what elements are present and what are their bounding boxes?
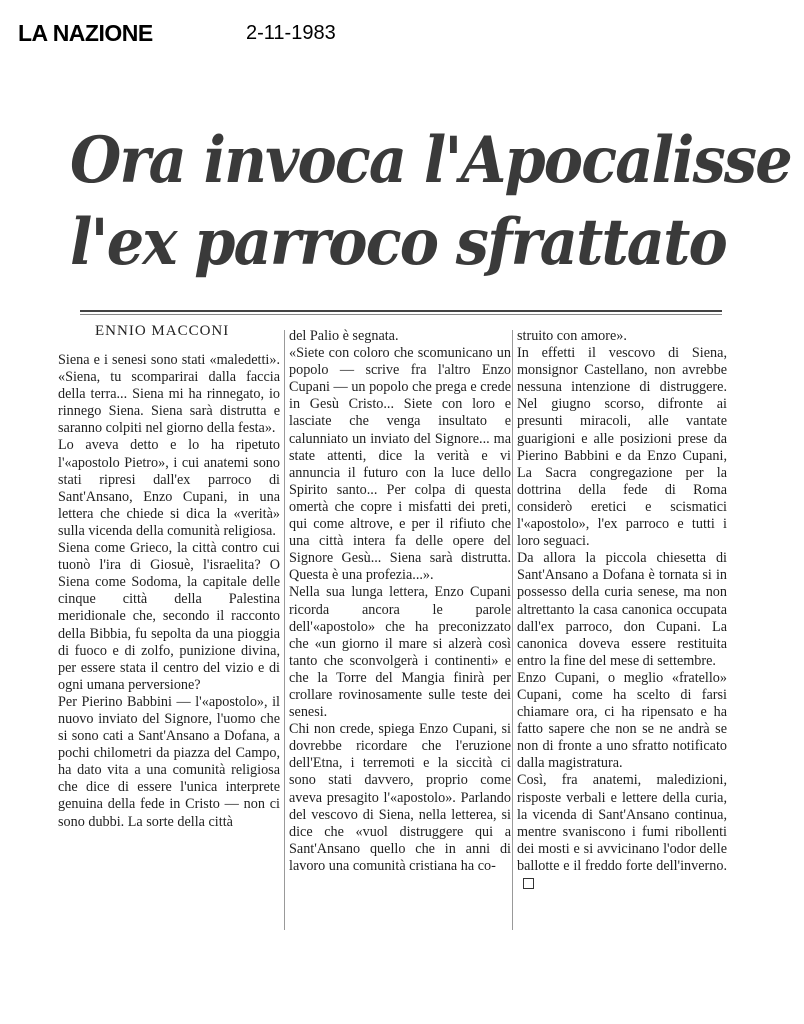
paragraph: «Siete con coloro che scomunicano un popolo — scrive fra l'altro Enzo Cupani — un popolo che prega e crede in Gesù Cristo... Siete con loro e lasciate che venga insultato e calunniato un inviato del Signore... ma state attenti, dice la verità e vi annuncia il futuro con la luce dello Spirito santo... Per colpa di questa omertà che copre i misfatti dei preti, qui come altrove, e per il rifiuto che una città intera fa delle opere del Signore Gesù... Siena sarà distrutta. Questa è una profezia...». (289, 345, 511, 584)
paragraph: Siena come Grieco, la città contro cui tuonò l'ira di Giosuè, l'israelita? O Siena come Sodoma, la capitale delle cinque città della Palestina meridionale che, secondo il racconto della Bibbia, fu sepolta da una pioggia di fuoco e di zolfo, punizione divina, per essere stata il centro del vizio e di ogni umana perversione? (58, 540, 280, 693)
paragraph: Enzo Cupani, o meglio «fratello» Cupani, come ha scelto di farsi chiamare ora, ci ha ripensato e ha fatto sapere che non se ne andrà se non di fronte a uno sfratto notificato dalla magistratura. (517, 669, 727, 772)
headline-line-2: l'ex parroco sfrattato (70, 205, 726, 280)
paragraph-last (517, 772, 727, 892)
paragraph: Lo aveva detto e lo ha ripetuto l'«apostolo Pietro», i cui anatemi sono stati ripresi dall'ex parroco di Sant'Ansano, Enzo Cupani, in una lettera che chiede si dica la «verità» sulla vicenda della comunità religiosa. (58, 437, 280, 539)
article-column-2 (289, 328, 511, 875)
article-headline (70, 120, 791, 284)
paragraph: del Palio è segnata. (289, 328, 399, 344)
headline-rule (80, 310, 722, 312)
paragraph: struito con amore». (517, 328, 627, 344)
newspaper-masthead: LA NAZIONE (18, 20, 153, 46)
column-divider (512, 330, 513, 930)
article-column-3 (517, 328, 727, 892)
column-divider (284, 330, 285, 930)
paragraph: Chi non crede, spiega Enzo Cupani, si dovrebbe ricordare che l'eruzione dell'Etna, i terremoti e la siccità ci sono stati davvero, proprio come aveva presagito l'«apostolo». Parlando del vescovo di Siena, nella letterea, si dice che «vuol distruggere qui a Sant'Ansano quello che in anni di lavoro una comunità cristiana ha co- (289, 721, 511, 874)
paragraph: In effetti il vescovo di Siena, monsignor Castellano, non avrebbe nessuna intenzione di distruggere. Nel giugno scorso, difronte ai presunti miracoli, alle vantate guarigioni e alle posizioni prese da Pierino Babbini e da Enzo Cupani, La Sacra congregazione per la dottrina della fede di Roma considerò eretici e scismatici l'«apostolo», l'ex parroco e tutti i loro seguaci. (517, 345, 727, 550)
end-mark-icon (523, 878, 534, 889)
article-byline: ENNIO MACCONI (95, 323, 230, 339)
paragraph: Nella sua lunga lettera, Enzo Cupani ricorda ancora le parole dell'«apostolo» che ha preconizzato che «un giorno il mare si alzerà così tanto che sconvolgerà i continenti» e che la Torre del Mangia finirà per crollare rovinosamente sulle teste dei senesi. (289, 584, 511, 721)
paragraph: Così, fra anatemi, maledizioni, risposte verbali e lettere della curia, la vicenda di Sant'Ansano continua, mentre svaniscono i fumi ribollenti dei mosti e si avvicinano l'odor delle ballotte e il freddo forte dell'inverno. (517, 772, 727, 874)
paragraph: Siena e i senesi sono stati «maledetti». «Siena, tu scomparirai dalla faccia della terra... Siena mi ha rinnegato, io rinnego Siena. Siena sarà distrutta e saranno colpiti nel giorno della festa». (58, 352, 280, 437)
publication-date: 2-11-1983 (246, 22, 336, 44)
article-column-1 (58, 352, 280, 831)
headline-line-1: Ora invoca l'Apocalisse (70, 123, 791, 198)
headline-rule-thin (80, 314, 722, 315)
paragraph: Da allora la piccola chiesetta di Sant'Ansano a Dofana è tornata si in possesso della curia senese, ma non altrettanto la casa canonica occupata dall'ex parroco, don Cupani. La canonica doveva essere restituita entro la fine del mese di settembre. (517, 550, 727, 669)
paragraph: Per Pierino Babbini — l'«apostolo», il nuovo inviato del Signore, l'uomo che si sono cati a Sant'Ansano a Dofana, a pochi chilometri da piazza del Campo, ha dato vita a una comunità religiosa che dice di essere l'unica interprete genuina della fede in Cristo — non ci sono dubbi. La sorte della città (58, 693, 280, 830)
